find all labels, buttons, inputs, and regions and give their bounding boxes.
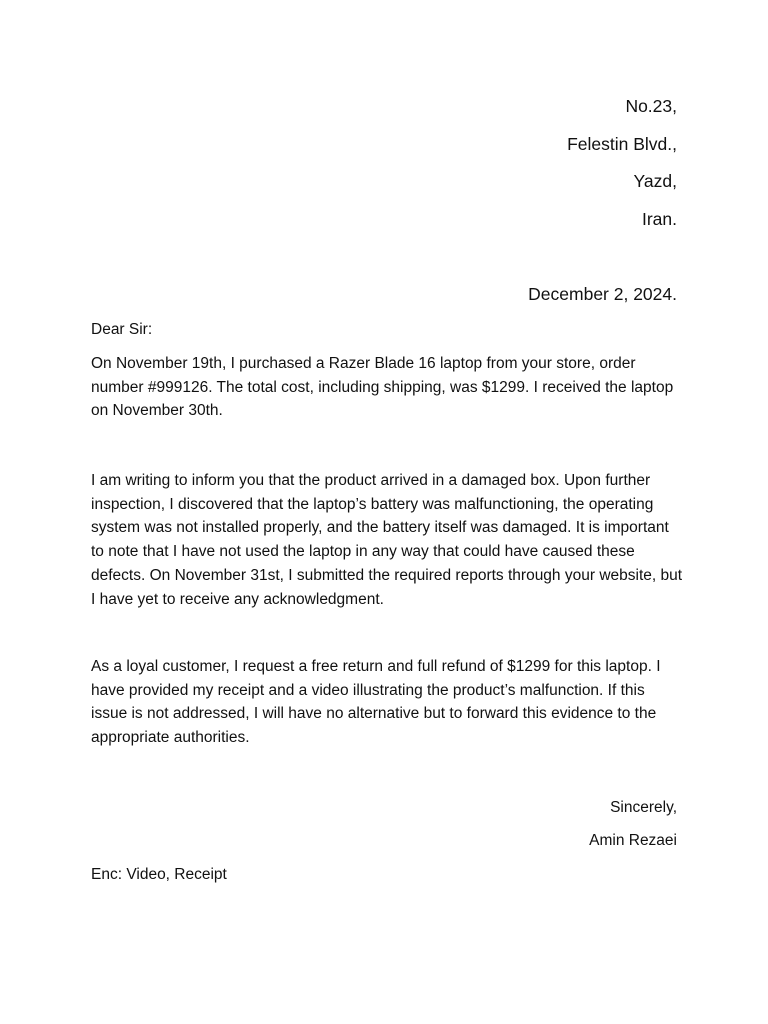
letter-date: December 2, 2024. [528, 284, 677, 304]
sender-address [567, 92, 677, 242]
salutation: Dear Sir: [91, 321, 153, 338]
body-paragraph-purchase: On November 19th, I purchased a Razer Blade 16 laptop from your store, order number #999126. The total cost, including shipping, was $1299. I received the laptop on November 30th. [91, 355, 674, 420]
body-paragraph-request: As a loyal customer, I request a free return and full refund of $1299 for this laptop. I have provided my receipt and a video illustrating the product’s malfunction. If this issue is not addressed, I will have no alternative but to forward this evidence to the appropriate authorities. [91, 658, 661, 747]
valediction: Sincerely, [610, 799, 677, 816]
body-paragraph-complaint: I am writing to inform you that the product arrived in a damaged box. Upon further inspection, I discovered that the laptop’s battery was malfunctioning, the operating system was not installed properly, and the battery itself was damaged. It is important to note that I have not used the laptop in any way that could have caused these defects. On November 31st, I submitted the required reports through your website, but I have yet to receive any acknowledgment. [91, 472, 683, 608]
enclosure-note: Enc: Video, Receipt [91, 866, 227, 883]
signer-name: Amin Rezaei [589, 832, 677, 849]
address-line-street-number: No.23, [625, 96, 677, 116]
address-line-city: Yazd, [633, 171, 677, 191]
address-line-country: Iran. [641, 208, 677, 229]
address-line-street: Felestin Blvd., [567, 133, 677, 154]
